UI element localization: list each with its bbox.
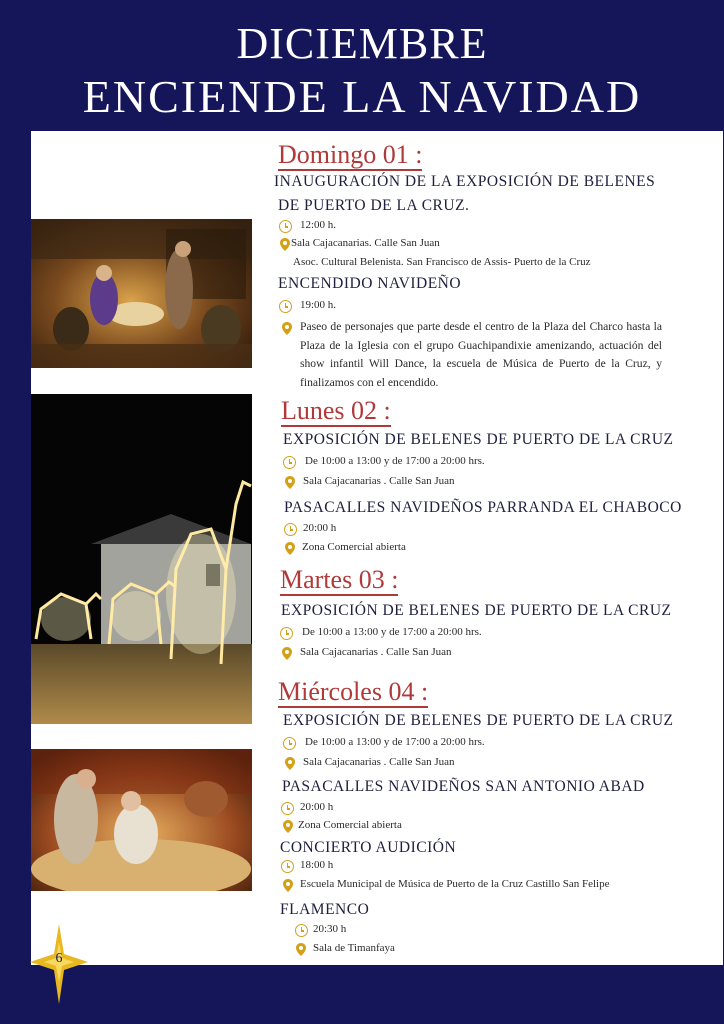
- clock-icon: [281, 802, 294, 815]
- location-pin-icon: [285, 476, 295, 489]
- event-place: Zona Comercial abierta: [302, 541, 406, 553]
- location-pin-icon: [282, 647, 292, 660]
- event-title-encendido: ENCENDIDO NAVIDEÑO: [278, 275, 462, 292]
- event-title-inauguracion-line2: DE PUERTO DE LA CRUZ.: [278, 197, 470, 214]
- event-time: 20:00 h: [303, 522, 337, 534]
- event-title-pasacalles: PASACALLES NAVIDEÑOS SAN ANTONIO ABAD: [282, 778, 645, 795]
- event-time: De 10:00 a 13:00 y de 17:00 a 20:00 hrs.: [302, 626, 482, 638]
- event-place: Sala Cajacanarias . Calle San Juan: [303, 756, 455, 768]
- page-number: 6: [55, 951, 63, 966]
- event-title-pasacalles: PASACALLES NAVIDEÑOS PARRANDA EL CHABOCO: [284, 499, 682, 516]
- event-title-inauguracion: INAUGURACIÓN DE LA EXPOSICIÓN DE BELENES: [274, 173, 656, 190]
- day-title-domingo: Domingo 01 :: [278, 140, 423, 169]
- event-time: 12:00 h.: [300, 219, 337, 231]
- event-time: De 10:00 a 13:00 y de 17:00 a 20:00 hrs.: [305, 736, 485, 748]
- day-title-miercoles: Miércoles 04 :: [278, 677, 429, 706]
- clock-icon: [281, 860, 294, 873]
- event-place: Sala Cajacanarias . Calle San Juan: [303, 475, 455, 487]
- event-place: Zona Comercial abierta: [298, 819, 402, 831]
- day-title-martes: Martes 03 :: [280, 565, 399, 594]
- clock-icon: [295, 924, 308, 937]
- event-time: De 10:00 a 13:00 y de 17:00 a 20:00 hrs.: [305, 455, 485, 467]
- clock-icon: [284, 523, 297, 536]
- location-pin-icon: [280, 238, 290, 251]
- event-place: Sala Cajacanarias. Calle San Juan: [291, 237, 440, 249]
- event-time: 19:00 h.: [300, 299, 337, 311]
- event-time: 18:00 h: [300, 859, 334, 871]
- event-title-exposicion: EXPOSICIÓN DE BELENES DE PUERTO DE LA CRUZ: [283, 712, 674, 729]
- event-title-exposicion: EXPOSICIÓN DE BELENES DE PUERTO DE LA CRUZ: [283, 431, 674, 448]
- event-place: Escuela Municipal de Música de Puerto de la Cruz Castillo San Felipe: [300, 878, 610, 890]
- event-place: Sala de Timanfaya: [313, 942, 395, 954]
- location-pin-icon: [296, 943, 306, 956]
- location-pin-icon: [283, 879, 293, 892]
- location-pin-icon: [285, 542, 295, 555]
- event-description: Paseo de personajes que parte desde el centro de la Plaza del Charco hasta la Plaza de la Iglesia con el grupo Guachipandixie amenizando, actuación del show infantil Will Dance, la escuela de Música de Puerto de la Cruz, y finalizamos con el encendido.: [300, 320, 662, 389]
- event-time: 20:30 h: [313, 923, 347, 935]
- clock-icon: [279, 300, 292, 313]
- clock-icon: [280, 627, 293, 640]
- location-pin-icon: [283, 820, 293, 833]
- event-time: 20:00 h: [300, 801, 334, 813]
- event-organizer: Asoc. Cultural Belenista. San Francisco de Assis- Puerto de la Cruz: [293, 256, 591, 268]
- header-title-month: DICIEMBRE: [236, 19, 488, 68]
- location-pin-icon: [285, 757, 295, 770]
- location-pin-icon: [282, 322, 292, 335]
- clock-icon: [279, 220, 292, 233]
- event-title-concierto: CONCIERTO AUDICIÓN: [280, 839, 457, 856]
- day-title-lunes: Lunes 02 :: [281, 396, 391, 425]
- clock-icon: [283, 737, 296, 750]
- event-place: Sala Cajacanarias . Calle San Juan: [300, 646, 452, 658]
- header-title-main: ENCIENDE LA NAVIDAD: [82, 71, 642, 122]
- event-title-exposicion: EXPOSICIÓN DE BELENES DE PUERTO DE LA CRUZ: [281, 602, 672, 619]
- clock-icon: [283, 456, 296, 469]
- event-title-flamenco: FLAMENCO: [280, 901, 370, 918]
